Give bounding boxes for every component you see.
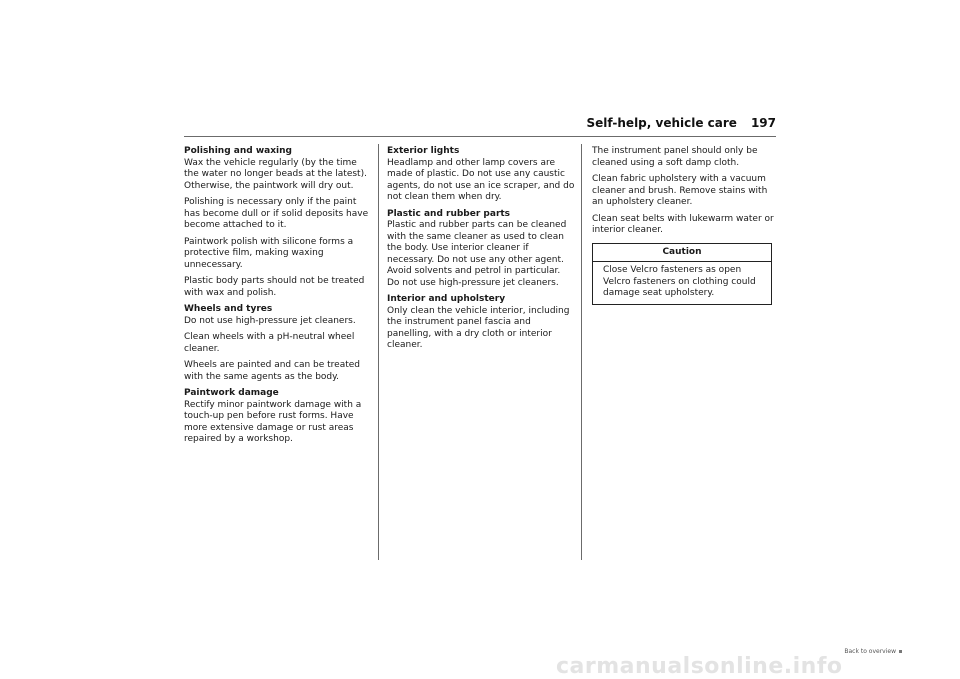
page-header [587, 116, 777, 130]
paragraph [387, 209, 575, 290]
paragraph [592, 146, 776, 169]
paragraph [387, 146, 575, 204]
paragraph-text: Polishing is necessary only if the paint has become dull or if solid deposits have become attached to it. [184, 197, 369, 230]
paragraph-text: Wheels are painted and can be treated with the same agents as the body. [184, 360, 361, 382]
section-heading: Exterior lights [387, 146, 460, 156]
header-rule [184, 136, 776, 137]
paragraph [184, 146, 372, 192]
section-heading: Plastic and rubber parts [387, 208, 511, 219]
section-heading: Polishing and waxing [184, 146, 292, 156]
column-divider-1 [378, 144, 379, 560]
back-to-overview-link[interactable] [844, 648, 902, 655]
paragraph-text: Plastic body parts should not be treated with wax and polish. [184, 276, 365, 298]
paragraph-text: Paintwork polish with silicone forms a protective film, making waxing unnecessary. [184, 236, 354, 270]
caution-title: Caution [593, 244, 771, 263]
paragraph [592, 174, 776, 209]
column-2 [387, 146, 575, 357]
paragraph-text: Wax the vehicle regularly (by the time the water no longer beads at the latest). Otherwise, the paintwork will dry out. [184, 157, 367, 191]
paragraph-text: Clean wheels with a pH-neutral wheel cleaner. [184, 332, 355, 354]
section-title: Self-help, vehicle care [586, 116, 737, 130]
caution-box [592, 243, 772, 305]
column-3 [592, 146, 776, 305]
paragraph [184, 304, 372, 327]
paragraph [184, 276, 372, 299]
back-link-label: Back to overview [844, 648, 896, 655]
paragraph [184, 197, 372, 232]
paragraph-text: Do not use high-pressure jet cleaners. [184, 315, 356, 326]
column-1 [184, 146, 372, 451]
paragraph [184, 332, 372, 355]
paragraph-text: Clean fabric upholstery with a vacuum cleaner and brush. Remove stains with an upholstery cleaner. [592, 174, 768, 207]
paragraph-text: Only clean the vehicle interior, including the instrument panel fascia and panelling, with a dry cloth or interior cleaner. [387, 305, 570, 350]
column-divider-2 [581, 144, 582, 560]
paragraph-text: Plastic and rubber parts can be cleaned with the same cleaner as used to clean the body. Use interior cleaner if necessary. Do not use any other agent. Avoid solvents and petrol in particular. Do not use high-pressure jet cleaners. [387, 220, 567, 288]
paragraph-text: Rectify minor paintwork damage with a touch-up pen before rust forms. Have more extensive damage or rust areas repaired by a workshop. [184, 399, 362, 444]
paragraph [184, 360, 372, 383]
page-number: 197 [750, 116, 776, 130]
paragraph [592, 214, 776, 237]
section-heading: Wheels and tyres [184, 304, 273, 314]
paragraph [184, 237, 372, 272]
paragraph-text: Headlamp and other lamp covers are made of plastic. Do not use any caustic agents, do not use an ice scraper, and do not clean them when dry. [387, 157, 575, 202]
caution-text: Close Velcro fasteners as open Velcro fasteners on clothing could damage seat upholstery. [603, 265, 756, 298]
paragraph-text: The instrument panel should only be cleaned using a soft damp cloth. [592, 146, 758, 168]
watermark: carmanualsonline.info [556, 654, 843, 679]
paragraph [184, 388, 372, 446]
section-heading: Paintwork damage [184, 388, 279, 398]
section-heading: Interior and upholstery [387, 294, 506, 304]
paragraph [387, 294, 575, 352]
paragraph-text: Clean seat belts with lukewarm water or interior cleaner. [592, 213, 774, 235]
bullet-icon [899, 650, 902, 653]
